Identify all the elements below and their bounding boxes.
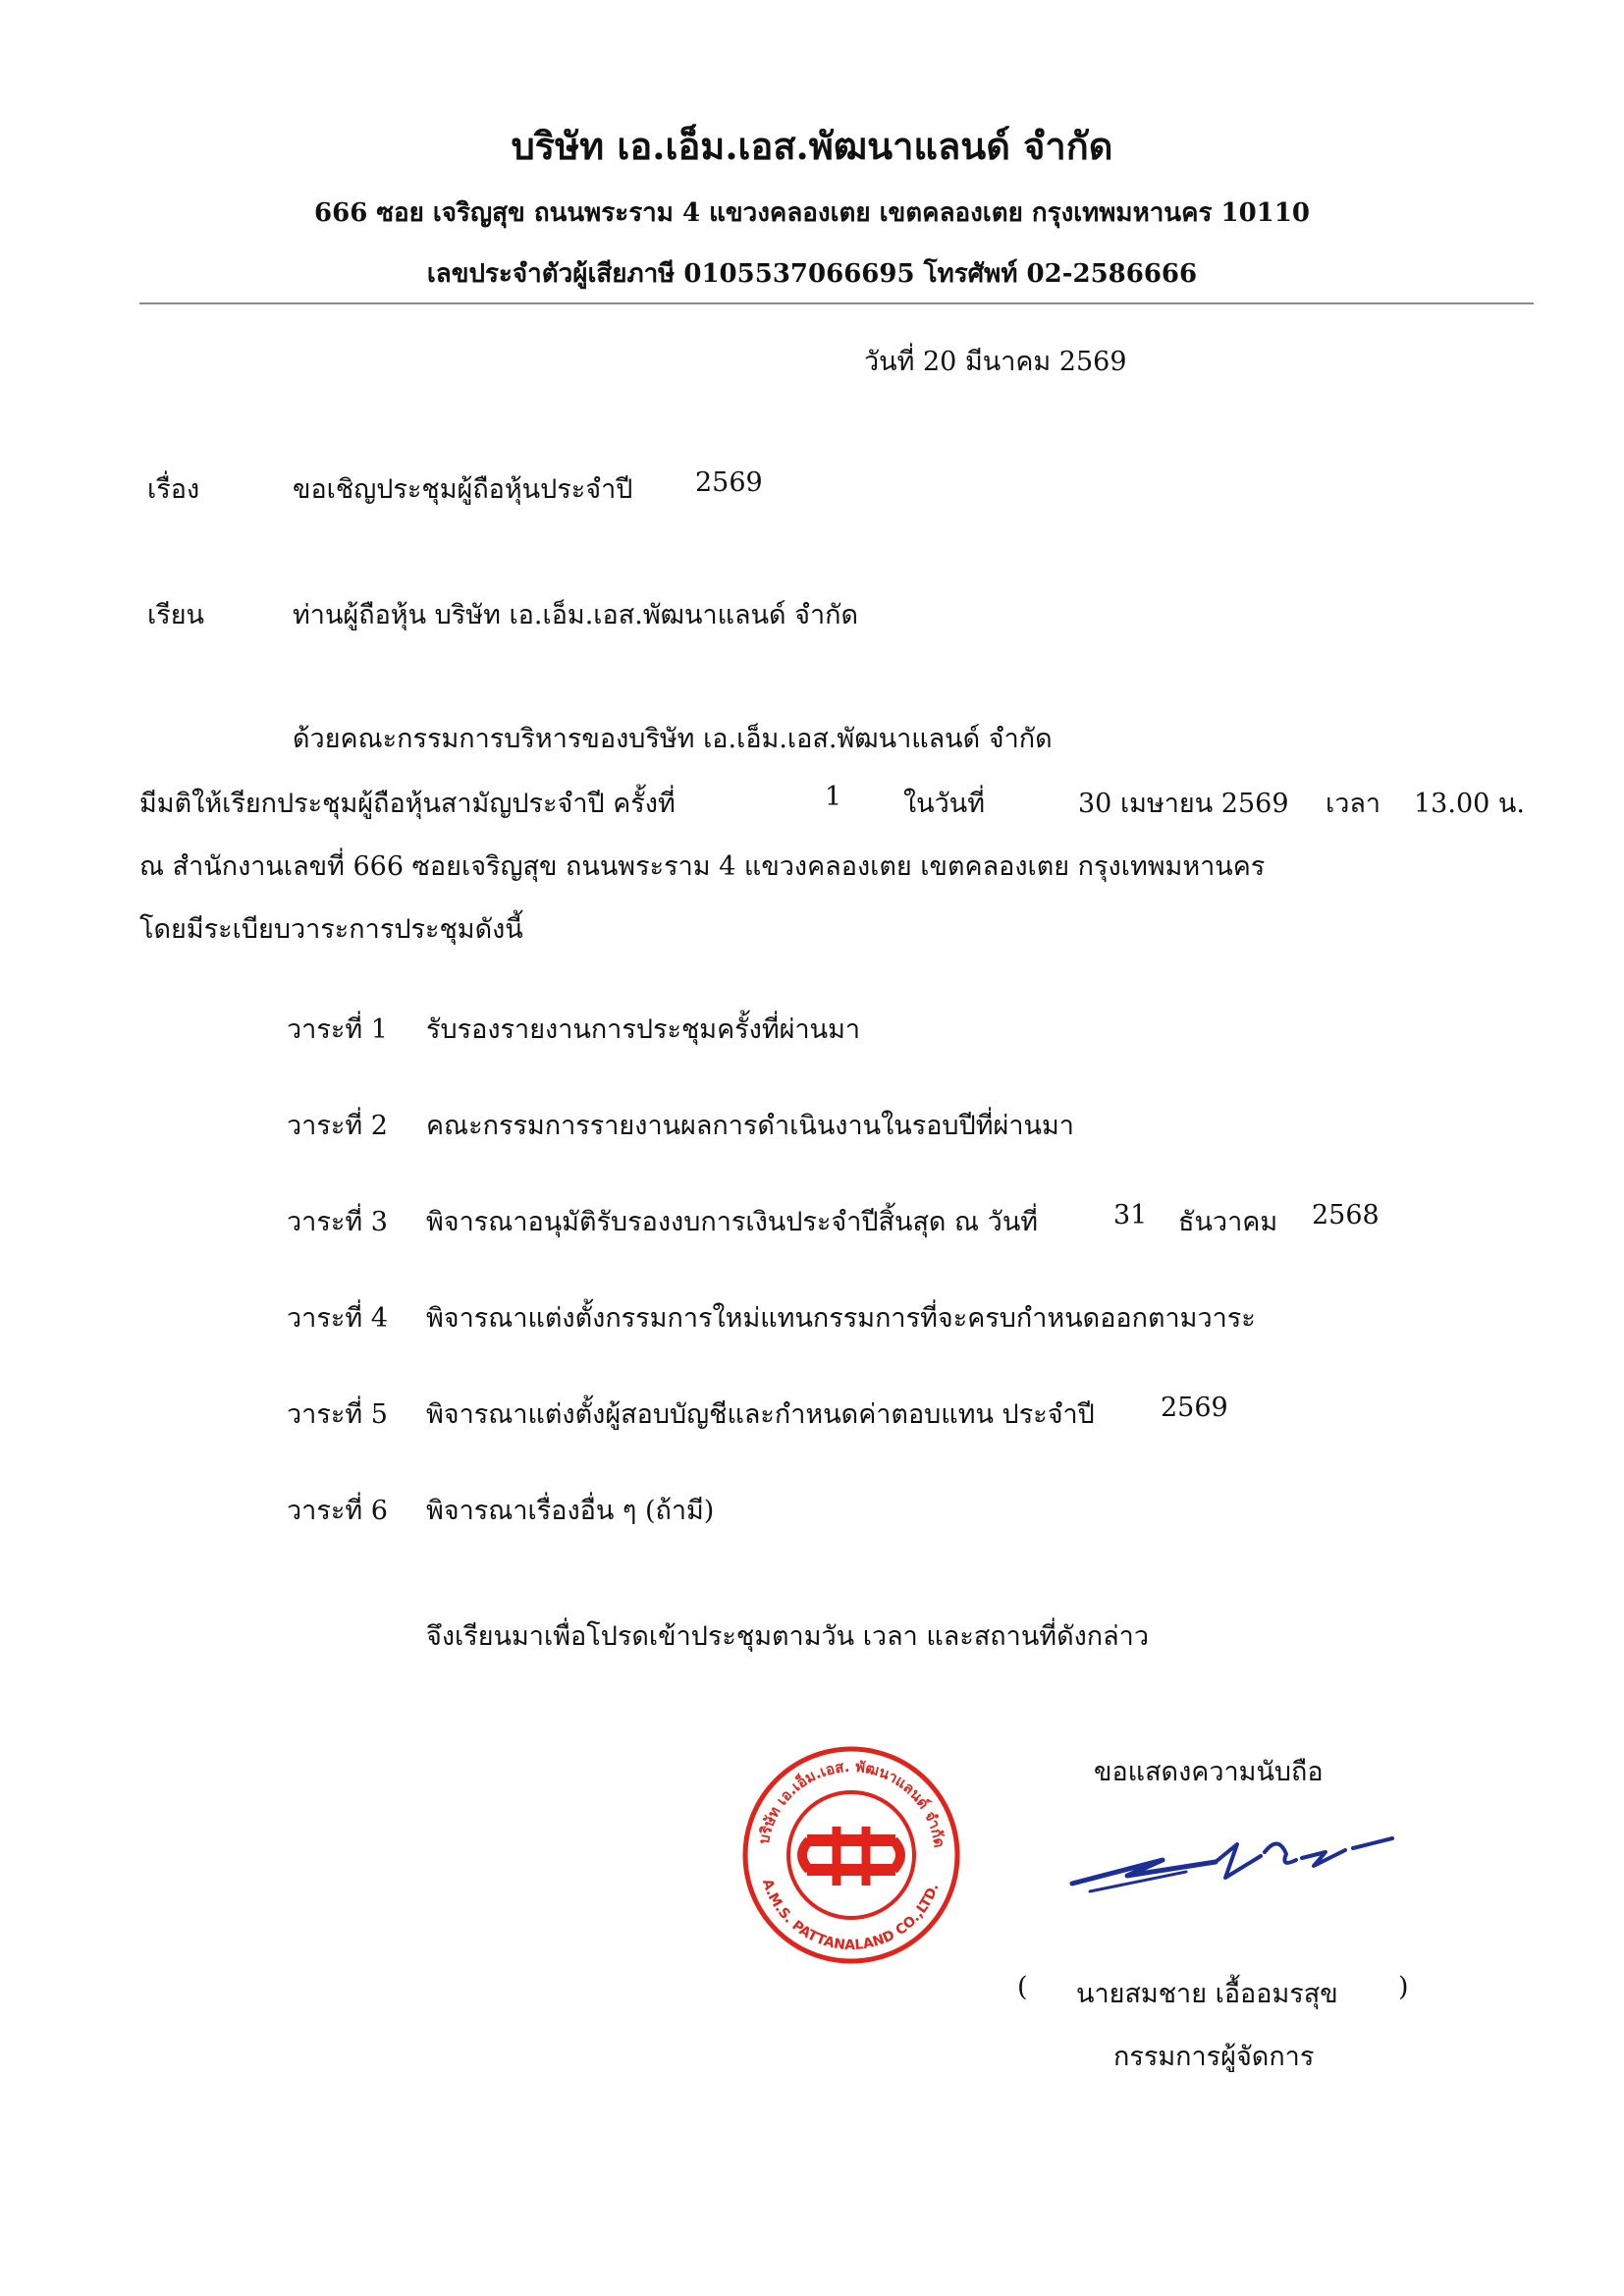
signatory-name: นายสมชาย เอื้ออมรสุข — [1076, 1979, 1338, 2009]
agenda-label-2: วาระที่ 2 — [287, 1111, 388, 1141]
meeting-date: 30 เมษายน 2569 — [1078, 789, 1289, 819]
agenda-label-1: วาระที่ 1 — [287, 1014, 388, 1045]
company-tax-id-phone: เลขประจำตัวผู้เสียภาษี 0105537066695 โทรศัพท์ 02-2586666 — [426, 259, 1198, 289]
company-address: 666 ซอย เจริญสุข ถนนพระราม 4 แขวงคลองเตย เขตคลองเตย กรุงเทพมหานคร 10110 — [314, 198, 1310, 228]
name-close-paren: ) — [1398, 1972, 1409, 2002]
agenda-intro: โดยมีระเบียบวาระการประชุมดังนี้ — [139, 914, 523, 945]
meeting-venue: ณ สำนักงานเลขที่ 666 ซอยเจริญสุข ถนนพระราม 4 แขวงคลองเตย เขตคลองเตย กรุงเทพมหานคร — [139, 851, 1266, 882]
salutation: ขอแสดงความนับถือ — [1094, 1757, 1324, 1787]
signatory-position: กรรมการผู้จัดการ — [1113, 2042, 1315, 2072]
meeting-time-label: เวลา — [1326, 789, 1381, 819]
agenda-label-6: วาระที่ 6 — [287, 1496, 388, 1526]
subject-label: เรื่อง — [147, 474, 200, 505]
meeting-number: 1 — [825, 782, 842, 812]
agenda-label-4: วาระที่ 4 — [287, 1303, 388, 1334]
handwritten-signature — [1068, 1817, 1402, 1915]
agenda-text-4: พิจารณาแต่งตั้งกรรมการใหม่แทนกรรมการที่จะครบกำหนดออกตามวาระ — [426, 1303, 1256, 1334]
agenda-text-1: รับรองรายงานการประชุมครั้งที่ผ่านมา — [426, 1014, 861, 1045]
recipient-text: ท่านผู้ถือหุ้น บริษัท เอ.เอ็ม.เอส.พัฒนาแลนด์ จำกัด — [293, 600, 859, 630]
agenda-3-year: 2568 — [1312, 1200, 1380, 1230]
intro-line-2-prefix: มีมติให้เรียกประชุมผู้ถือหุ้นสามัญประจำปี ครั้งที่ — [139, 789, 676, 819]
agenda-3-day: 31 — [1113, 1200, 1148, 1230]
company-stamp — [738, 1742, 964, 1968]
recipient-label: เรียน — [147, 600, 205, 630]
agenda-5-year: 2569 — [1161, 1393, 1228, 1423]
agenda-text-6: พิจารณาเรื่องอื่น ๆ (ถ้ามี) — [426, 1496, 715, 1526]
closing-sentence: จึงเรียนมาเพื่อโปรดเข้าประชุมตามวัน เวลา และสถานที่ดังกล่าว — [426, 1621, 1150, 1652]
meeting-date-label: ในวันที่ — [903, 789, 986, 819]
agenda-text-5: พิจารณาแต่งตั้งผู้สอบบัญชีและกำหนดค่าตอบแทน ประจำปี — [426, 1399, 1095, 1430]
intro-line-1: ด้วยคณะกรรมการบริหารของบริษัท เอ.เอ็ม.เอส.พัฒนาแลนด์ จำกัด — [293, 724, 1053, 754]
stamp-text-english: A.M.S. PATTANALAND CO.,LTD. — [758, 1877, 943, 1954]
subject-text: ขอเชิญประชุมผู้ถือหุ้นประจำปี — [293, 474, 633, 505]
agenda-text-2: คณะกรรมการรายงานผลการดำเนินงานในรอบปีที่ผ่านมา — [426, 1111, 1074, 1141]
name-open-paren: ( — [1017, 1972, 1028, 2002]
letter-date: วันที่ 20 มีนาคม 2569 — [864, 347, 1127, 377]
subject-year: 2569 — [695, 467, 763, 498]
agenda-label-5: วาระที่ 5 — [287, 1399, 388, 1430]
agenda-3-month: ธันวาคม — [1178, 1207, 1278, 1237]
company-name: บริษัท เอ.เอ็ม.เอส.พัฒนาแลนด์ จำกัด — [511, 124, 1113, 168]
meeting-time: 13.00 น. — [1414, 789, 1525, 819]
header-divider — [139, 302, 1534, 304]
agenda-label-3: วาระที่ 3 — [287, 1207, 388, 1237]
agenda-text-3: พิจารณาอนุมัติรับรองงบการเงินประจำปีสิ้นสุด ณ วันที่ — [426, 1207, 1039, 1237]
stamp-text-thai: บริษัท เอ.เอ็ม.เอส. พัฒนาแลนด์ จำกัด — [754, 1757, 948, 1849]
